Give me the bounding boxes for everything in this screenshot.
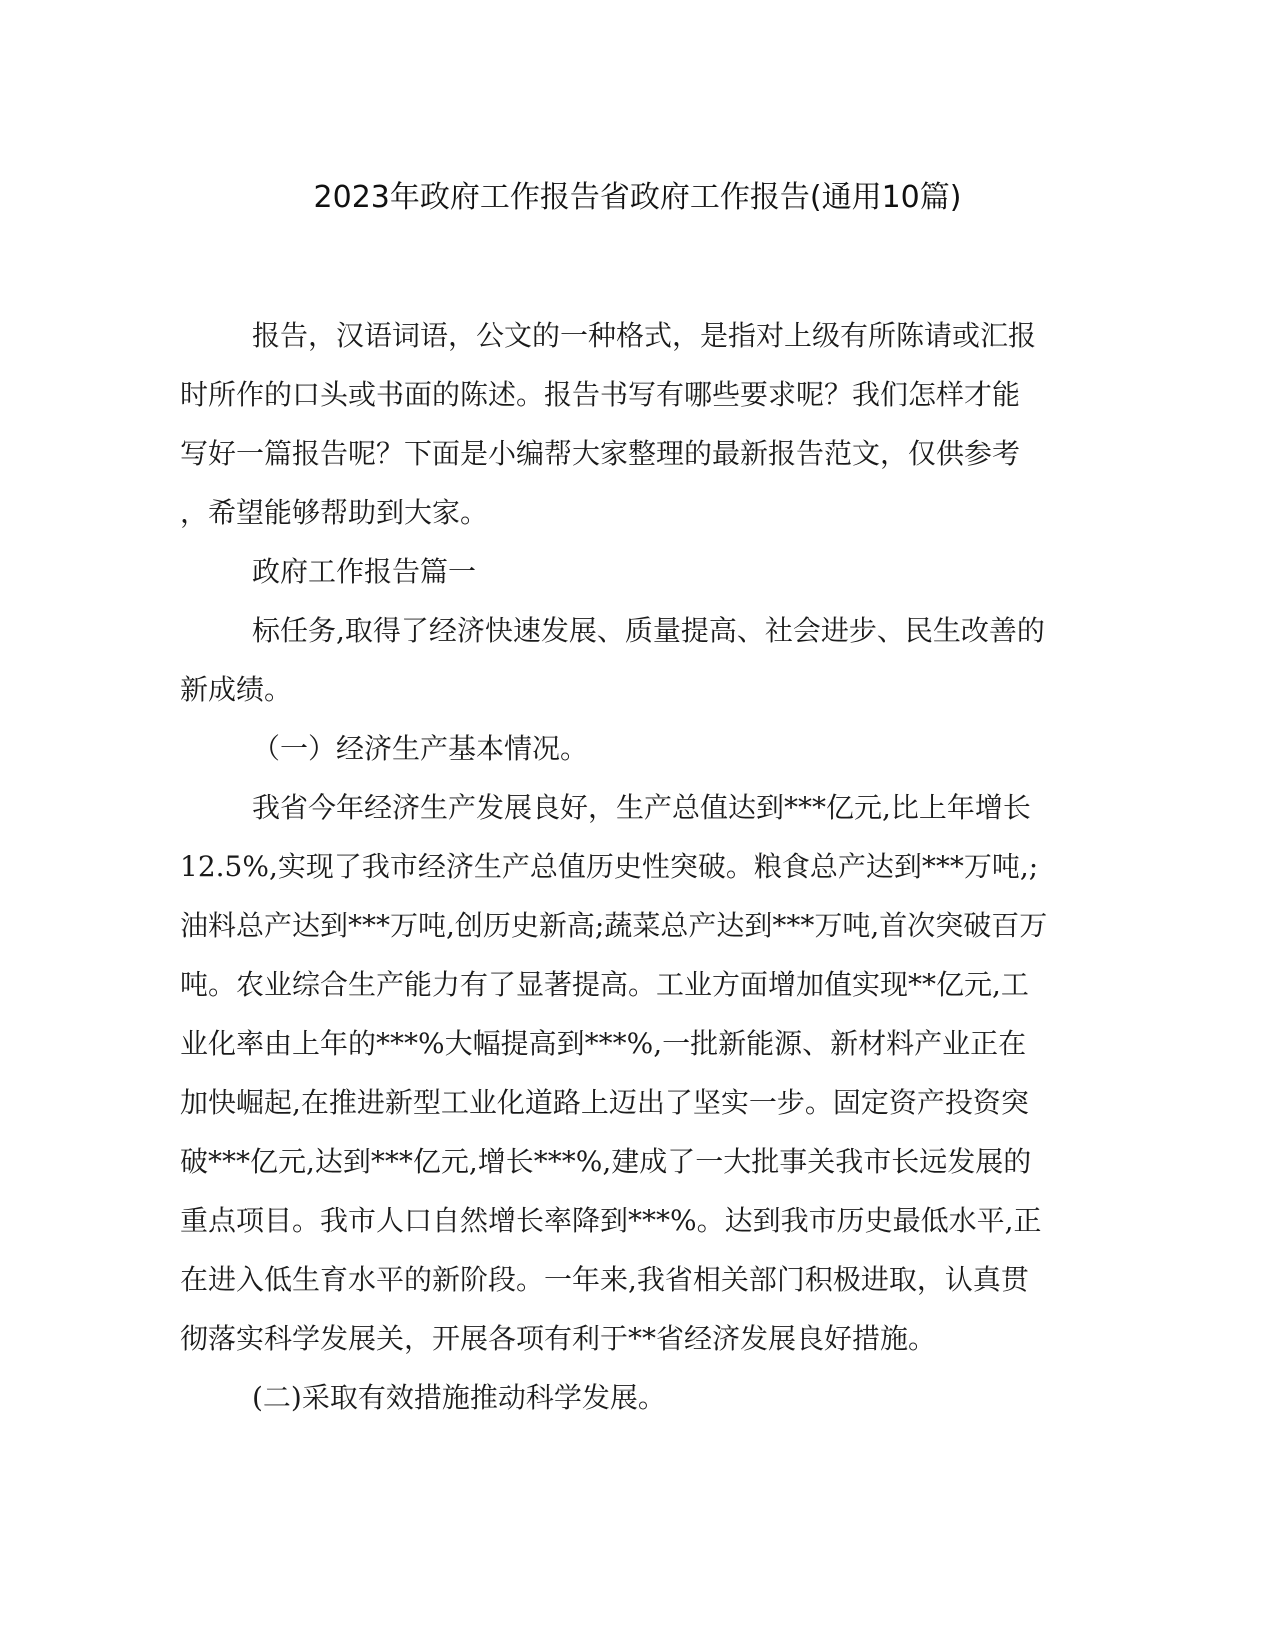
- paragraph-line: 重点项目。我市人口自然增长率降到***%。达到我市历史最低水平,正: [180, 1204, 1042, 1237]
- subsection-heading: （一）经济生产基本情况。: [252, 732, 589, 765]
- paragraph-line: 油料总产达到***万吨,创历史新高;蔬菜总产达到***万吨,首次突破百万: [180, 909, 1048, 942]
- paragraph-line: 12.5%,实现了我市经济生产总值历史性突破。粮食总产达到***万吨,;: [180, 850, 1039, 883]
- paragraph-line: 写好一篇报告呢？下面是小编帮大家整理的最新报告范文，仅供参考: [180, 437, 1021, 470]
- paragraph-line: 业化率由上年的***%大幅提高到***%,一批新能源、新材料产业正在: [180, 1027, 1027, 1060]
- paragraph-line: 破***亿元,达到***亿元,增长***%,建成了一大批事关我市长远发展的: [180, 1145, 1032, 1178]
- paragraph-line: 吨。农业综合生产能力有了显著提高。工业方面增加值实现**亿元,工: [180, 968, 1029, 1001]
- paragraph-line: 报告，汉语词语，公文的一种格式，是指对上级有所陈请或汇报: [252, 319, 1037, 352]
- paragraph-line: 标任务,取得了经济快速发展、质量提高、社会进步、民生改善的: [252, 614, 1045, 647]
- paragraph-line: 时所作的口头或书面的陈述。报告书写有哪些要求呢？我们怎样才能: [180, 378, 1021, 411]
- paragraph-line: 彻落实科学发展关，开展各项有利于**省经济发展良好措施。: [180, 1322, 937, 1355]
- document-title: 2023年政府工作报告省政府工作报告(通用10篇): [313, 180, 962, 215]
- section-heading: 政府工作报告篇一: [252, 555, 477, 588]
- paragraph-line: 我省今年经济生产发展良好，生产总值达到***亿元,比上年增长: [252, 791, 1031, 824]
- paragraph-line: 加快崛起,在推进新型工业化道路上迈出了坚实一步。固定资产投资突: [180, 1086, 1029, 1119]
- subsection-heading: (二)采取有效措施推动科学发展。: [252, 1381, 666, 1414]
- paragraph-line: 新成绩。: [180, 673, 293, 706]
- paragraph-line: ，希望能够帮助到大家。: [180, 496, 489, 529]
- paragraph-line: 在进入低生育水平的新阶段。一年来,我省相关部门积极进取，认真贯: [180, 1263, 1029, 1296]
